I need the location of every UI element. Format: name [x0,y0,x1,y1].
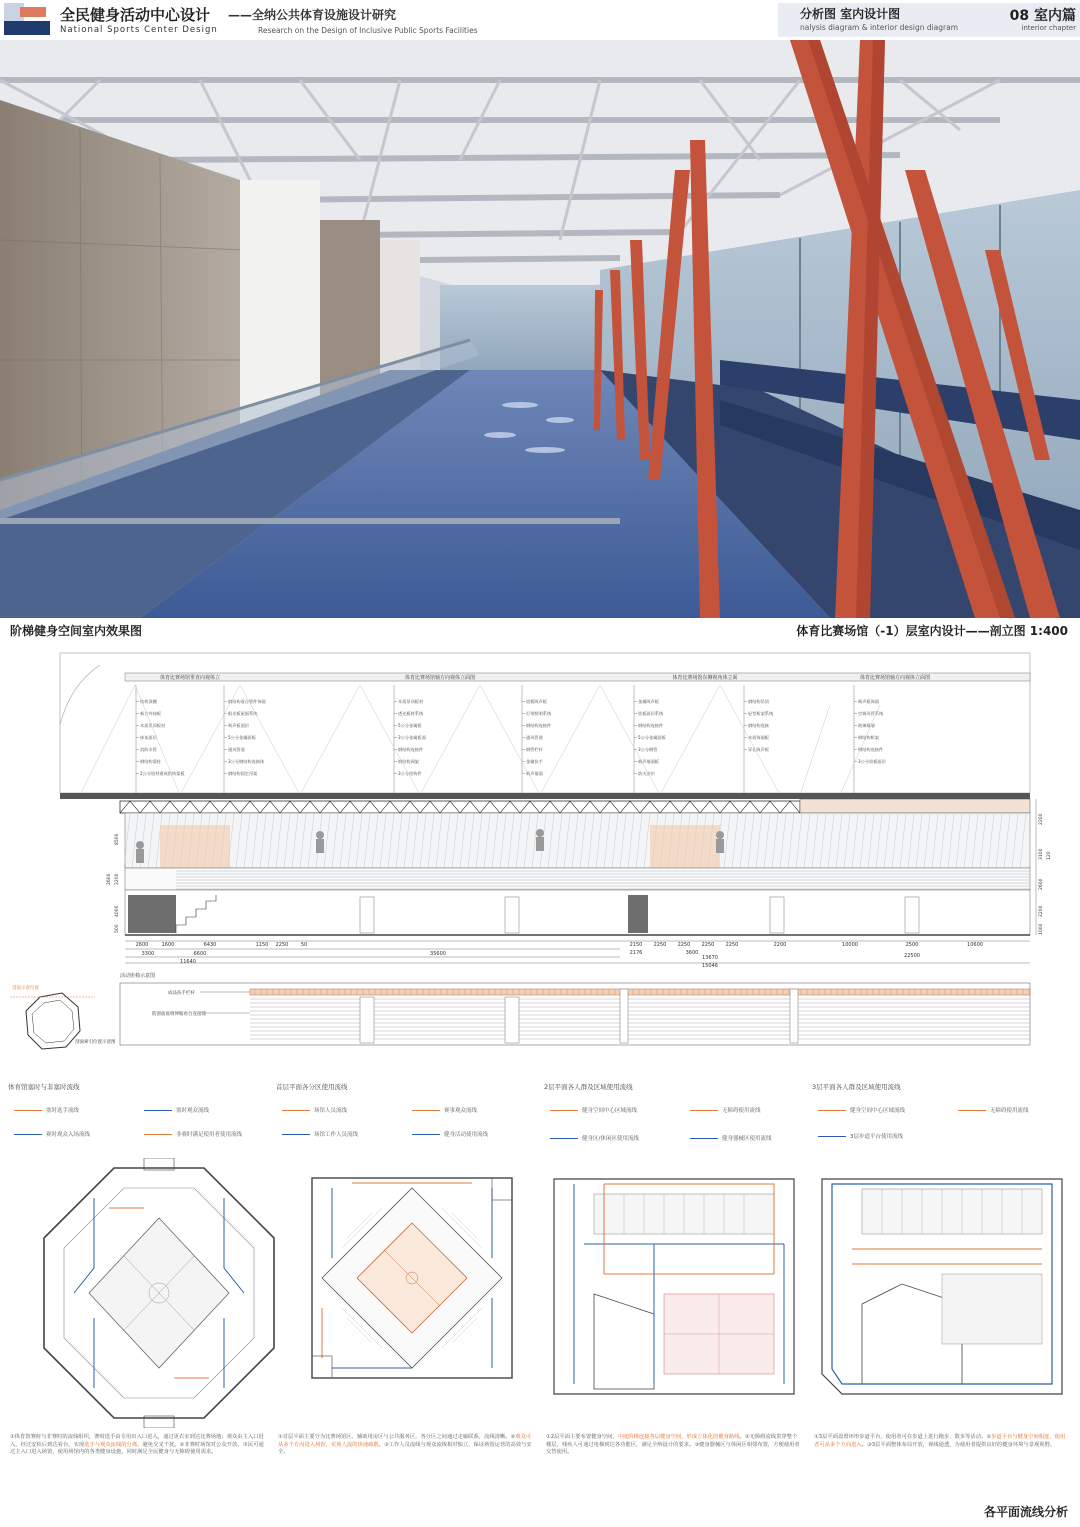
dim-label: 10600 [967,942,983,948]
zone-label-2: 体育比赛场馆轴方向视体立面图 [404,675,476,681]
section-annotation: 钢结构连接件 [526,723,552,728]
height-label: 4000 [115,905,120,917]
section-annotation: 木质吊顶板材 [398,699,424,704]
seat-label: 成品扶手栏杆 [168,991,195,996]
panel-description: ①3层平面设置环形步道平台，使用者可在步道上进行跑步、散步等活动。②步道平台与健身空间相连，使用者可从多个方向进入。③3层平面整体布局开放，视线通透，为使用者提供良好的健身环境与景观视野。 [814,1434,1066,1448]
key-plan-label: 剖面索引位置示意图 [75,1040,116,1045]
legend-item: 健身活动使用流线 [412,1130,488,1138]
dim-label: 2500 [905,942,919,948]
legend-item: 3层步道平台使用流线 [818,1132,903,1140]
section-annotation: 钢结构网架 [398,759,419,764]
seat-label: 防滑面座椅伸缩看台连接缝 [152,1012,206,1017]
legend-item: 无障碍使用流线 [958,1106,1029,1114]
project-title-en: National Sports Center Design [60,25,218,35]
section-annotation: 穿孔吸声板 [748,747,769,752]
section-annotation: 金属吸声板 [638,699,659,704]
legend-item: 赛事观众流线 [412,1106,477,1114]
flow-analysis-panels [0,1078,1080,1527]
height-label: 2600 [1039,878,1044,890]
zone-label-3: 体育比赛场馆东侧视角体立面 [672,675,738,681]
section-annotation: 灯带照明系统 [526,711,552,716]
project-subtitle: ——全纳公共体育设施设计研究 [228,8,397,22]
dim-label: 2250 [653,942,667,948]
dim-label: 10000 [842,942,858,948]
section-annotation: 消防水管 [140,747,157,752]
zone-label-4: 体育比赛场馆轴方向视体立面图 [859,675,931,681]
section-annotation: 通风管道 [526,735,543,740]
height-label: 3100 [1039,848,1044,860]
legend-item: 健身区/休闲区使用流线 [550,1134,639,1142]
section-annotation: 木质吊顶板材 [140,723,166,728]
section-annotation: 防火涂层 [638,771,655,776]
section-caption: 体育比赛场馆（-1）层室内设计——剖立图 1:400 [796,624,1068,638]
third-floor-plan [812,1174,1072,1424]
second-floor-plan [544,1174,804,1424]
dim-label: 35600 [430,951,446,957]
project-title: 全民健身活动中心设计 [60,6,211,24]
seat-plan-title: 活动座椅示意图 [120,973,156,979]
height-label: 8500 [115,833,120,845]
project-subtitle-en: Research on the Design of Inclusive Public Sports Facilities [258,26,478,35]
legend-item: 无障碍使用流线 [690,1106,761,1114]
section-annotation: 新合外抹板 [140,711,161,716]
interior-render-image [0,40,1080,618]
chapter-banner-title: 分析图 室内设计图 [800,7,901,21]
section-annotation: 玻璃幕墙 [858,723,875,728]
section-annotation: 3公分铝板面层 [858,759,886,764]
height-label: 120 [1047,851,1052,860]
dim-label: 2176 [629,950,643,956]
dim-label: 6430 [203,942,217,948]
section-annotation: 钢管栏杆 [526,747,543,752]
section-annotation: 钢结构连接件 [638,723,664,728]
dim-label: 50 [300,942,308,948]
height-label: 500 [115,924,120,933]
section-annotation: 钢结构连接件 [858,747,884,752]
section-annotation: 钢结构桁架 [858,735,879,740]
section-annotation: 钢结构梁柱 [140,759,161,764]
section-annotation: 5公分金属面板 [638,735,666,740]
dim-label: 1600 [161,942,175,948]
zone-label-1: 体育比赛场馆垂直向视体立 [159,675,221,681]
dim-label: 11640 [180,959,196,965]
flow-panel-4 [808,1078,1074,1518]
height-label: 1000 [1039,923,1044,935]
chapter-banner-en: nalysis diagram & interior design diagram [800,23,959,32]
flow-panel-3 [540,1078,806,1518]
flow-panel-2 [272,1078,538,1518]
panel-description: ①2层平面主要布置健身空间，中庭阶梯连接各层健身空间，形成立体化的健身路线。②无障碍流线贯穿整个楼层，残疾人可通过电梯到达各功能区，满足全纳设计的要求。③健身器械区与休闲区相邻布置，方便使用者交替使用。 [546,1434,800,1456]
section-annotation: 抹灰面层 [140,735,157,740]
section-annotation: 空调风管系统 [858,711,884,716]
render-caption: 阶梯健身空间室内效果图 [10,624,143,638]
height-label: 2200 [115,873,120,885]
section-elevation-drawing [0,645,1080,1055]
dim-label: 2250 [275,942,289,948]
legend-item: 健身空间中心区域流线 [550,1106,637,1114]
legend-item: 赛时观众入场流线 [14,1130,90,1138]
section-annotation: 轻型桁架系统 [748,711,774,716]
chapter-number-en: interior chapter [1021,24,1076,32]
section-annotation: 5公分金属板 [398,723,422,728]
section-annotation: 吸声板饰面 [858,699,879,704]
section-annotation: 结构顶棚 [140,699,157,704]
section-annotation: 吸声板面层 [228,723,249,728]
section-annotation: 透光板材系统 [398,711,424,716]
dim-label: 22500 [904,953,920,959]
section-annotation: 3公分金属板面 [398,735,426,740]
legend-item: 非赛时满足使用者使用流线 [144,1130,242,1138]
dim-label: 2150 [629,942,643,948]
panel-title: 体育馆塞时与非塞时流线 [8,1083,80,1091]
dim-label: 2600 [135,942,149,948]
dim-label: 13670 [702,955,718,961]
logo [4,3,50,37]
panel-title: 首层平面各分区使用流线 [276,1083,348,1091]
panel-title: 3层平面各人群及区域使用流线 [812,1083,901,1091]
section-annotation: 3公分钢结构连接体 [228,759,265,764]
section-annotation: 钢结构连接 [748,723,769,728]
height-label: 2200 [1039,813,1044,825]
legend-item: 场馆工作人员流线 [282,1130,358,1138]
section-annotation: 3公分钢管 [638,747,658,752]
section-annotation: 阳光板屋面系统 [228,711,258,716]
section-annotation: 铝板面层系统 [638,711,664,716]
page-header [0,0,1080,40]
panel-description: ①首层平面主要分为比赛场馆区、辅助用房区与公共服务区，各分区之间通过走廊联系，流线清晰。②观众可从多个方向进入场馆，实现人流的快速疏散。③工作人员流线与观众流线相对独立，保证场馆运营的高效与安全。 [278,1434,532,1456]
dim-label: 3600 [685,950,699,956]
chapter-number: 08 室内篇 [1009,8,1076,24]
section-annotation: 金属扶手 [526,759,543,764]
section-annotation: 铝板吸声板 [526,699,547,704]
dim-label: 2250 [701,942,715,948]
dim-label: 2250 [725,942,739,948]
legend-item: 健身器械区使用流线 [690,1134,772,1142]
legend-item: 健身空间中心区域流线 [818,1106,905,1114]
chapter-banner [778,3,1080,37]
legend-item: 塞时观众流线 [144,1106,209,1114]
section-annotation: 5公分金属面板 [228,735,256,740]
height-label: 2600 [107,873,112,885]
first-floor-plan [292,1158,532,1428]
section-annotation: 木质饰面板 [748,735,769,740]
flows-caption: 各平面流线分析 [983,1505,1068,1519]
section-annotation: 吸声墙面 [526,771,543,776]
flow-panel-1 [4,1078,270,1518]
dim-label: 1150 [255,942,269,948]
dim-label: 2250 [677,942,691,948]
legend-item: 塞时选手流线 [14,1106,79,1114]
dim-label: 15046 [702,963,718,969]
dim-label: 2200 [773,942,787,948]
panel-description: ①体育馆赛时与非赛时的流线组织，赛时选手由专用出入口进入，通过更衣室到达比赛场地；观众由主入口进入，经过安检后到达看台，实现选手与观众流线的分离，避免交叉干扰。②非赛时场馆对公众开放，市民可通过主入口进入场馆，使用场馆内的各类健身设施，同时满足全民健身与无障碍使用需求。 [10,1434,264,1456]
section-annotation: 通风管道 [228,747,245,752]
dim-label: 6600 [193,951,207,957]
section-annotation: 2公分铝材建筑铝构架板 [140,771,185,776]
section-annotation: 钢结构固定吊架 [228,771,258,776]
octagon-floorplan [34,1158,284,1428]
dim-label: 3300 [141,951,155,957]
section-annotation: 钢结构吊顶 [748,699,769,704]
panel-title: 2层平面各人群及区域使用流线 [544,1083,633,1091]
section-annotation: 3公分铝构件 [398,771,422,776]
section-annotation: 钢结构连接件 [398,747,424,752]
key-plan-top: 剖面示意位置 [12,986,39,991]
legend-item: 场馆人员流线 [282,1106,347,1114]
section-annotation: 吸声墙面板 [638,759,659,764]
section-annotation: 钢结构看台管件饰面 [228,699,266,704]
height-label: 2200 [1039,905,1044,917]
